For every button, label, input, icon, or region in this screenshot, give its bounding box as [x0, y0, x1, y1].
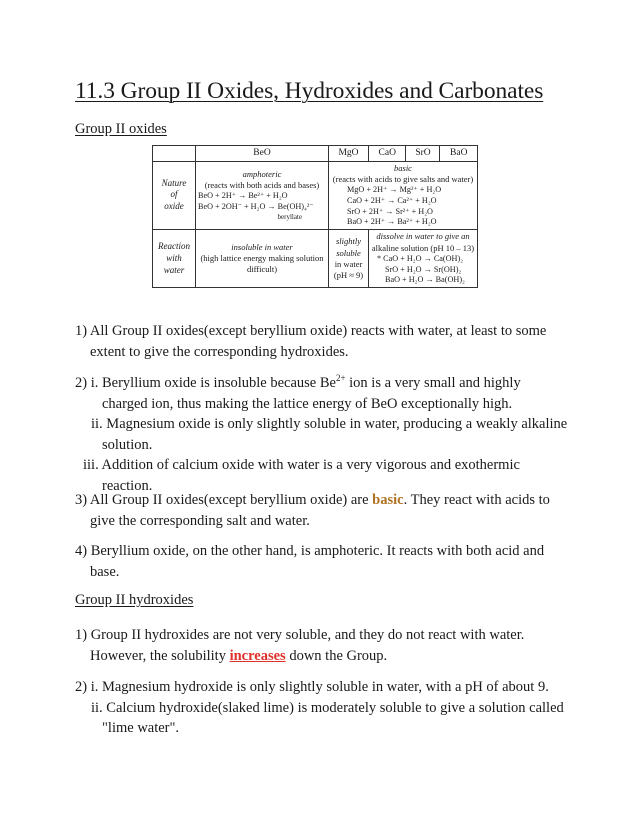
- header-sro: SrO: [406, 146, 440, 162]
- cell-beo-nature: amphoteric (reacts with both acids and bases) BeO + 2H⁺ → Be²⁺ + H₂O BeO + 2OH⁻ + H₂O → Be(OH)₄²⁻ beryllate: [196, 161, 329, 230]
- highlight-basic: basic: [372, 492, 404, 508]
- section-heading-oxides: Group II oxides: [75, 121, 167, 137]
- table-row-nature: [153, 161, 478, 230]
- cell-beo-reaction: insoluble in water (high lattice energy making solution difficult): [196, 230, 329, 288]
- header-cao: CaO: [369, 146, 406, 162]
- cell-mgo-reaction: slightly soluble in water (pH ≈ 9): [329, 230, 369, 288]
- header-mgo: MgO: [329, 146, 369, 162]
- row-label-nature: Nature of oxide: [153, 161, 196, 230]
- header-bao: BaO: [440, 146, 478, 162]
- section-heading-hydroxides: Group II hydroxides: [75, 592, 194, 608]
- cell-others-reaction: dissolve in water to give an alkaline solution (pH 10 – 13) * CaO + H₂O → Ca(OH)₂ SrO + H₂O → Sr(OH)₂ BaO + H₂O → Ba(OH)₂: [369, 230, 478, 288]
- highlight-increases: increases: [229, 647, 286, 664]
- header-beo: BeO: [196, 146, 329, 162]
- row-label-reaction: Reaction with water: [153, 230, 196, 288]
- hydroxide-point-1: 1) Group II hydroxides are not very soluble, and they do not react with water. However, the solubility increases down the Group.: [75, 627, 525, 664]
- oxide-point-1: 1) All Group II oxides(except beryllium oxide) reacts with water, at least to some extent to give the corresponding hydroxides.: [75, 323, 547, 360]
- hydroxide-point-2: 2) i. Magnesium hydroxide is only slightly soluble in water, with a pH of about 9. ii. Calcium hydroxide(slaked lime) is moderately soluble to give a solution called "lime water".: [75, 679, 564, 736]
- table-row-reaction: [153, 230, 478, 288]
- oxide-point-3: 3) All Group II oxides(except beryllium oxide) are basic. They react with acids to give the corresponding salt and water.: [75, 492, 550, 529]
- page-title: 11.3 Group II Oxides, Hydroxides and Carbonates: [75, 78, 544, 104]
- oxides-table: [152, 145, 478, 288]
- cell-others-nature: basic (reacts with acids to give salts and water) MgO + 2H⁺ → Mg²⁺ + H₂O CaO + 2H⁺ → Ca²⁺ + H₂O SrO + 2H⁺ → Sr²⁺ + H₂O BaO + 2H⁺ → Ba²⁺ + H₂O: [329, 161, 478, 230]
- oxide-point-2: 2) i. Beryllium oxide is insoluble because $Be^{2+}$ ion is a very small and highly charged ion, thus making the lattice energy of BeO exceptionally high. ii. Magnesium oxide is only slightly soluble in water, producing a weakly alkaline solution. iii. Addition of calcium oxide with water is a very vigorous and exothermic reaction.: [75, 373, 568, 494]
- table-header-row: [153, 146, 478, 162]
- table-corner-cell: [153, 146, 196, 162]
- oxide-point-4: 4) Beryllium oxide, on the other hand, is amphoteric. It reacts with both acid and base.: [75, 543, 545, 580]
